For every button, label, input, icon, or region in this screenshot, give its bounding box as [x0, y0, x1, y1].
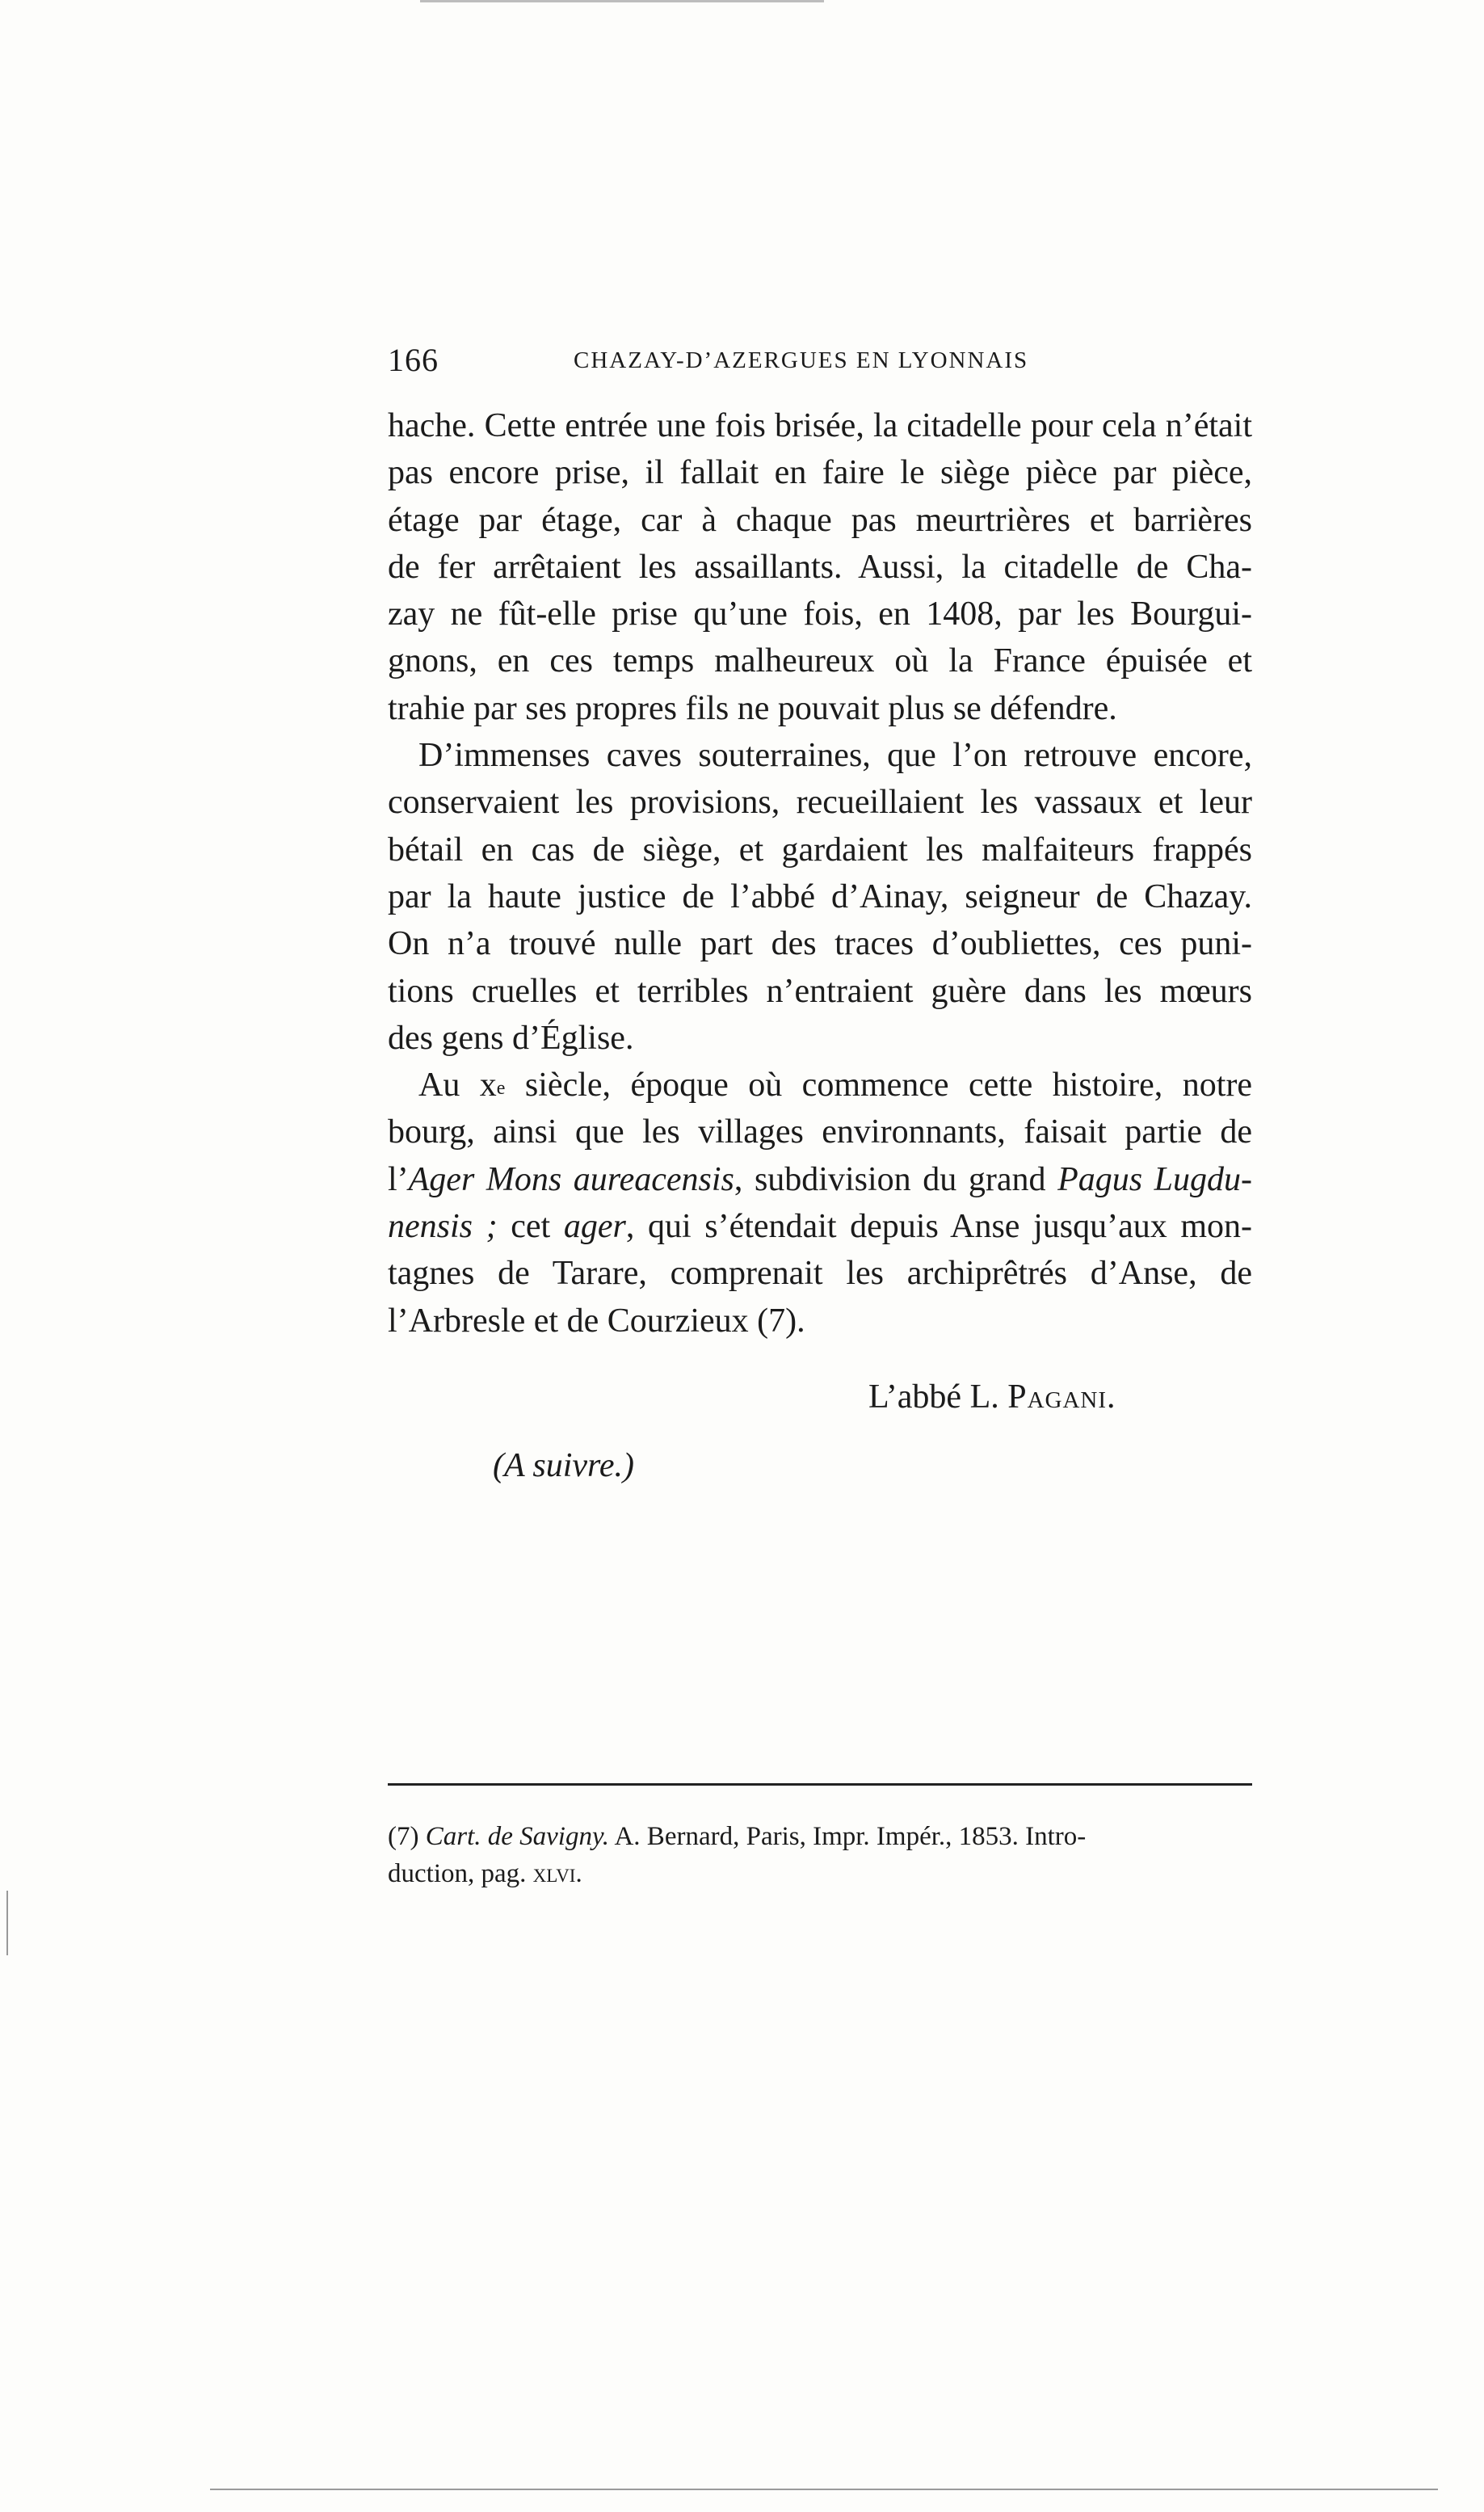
text-line: D’immenses caves souterraines, que l’on retrouve encore,	[418, 737, 1252, 775]
footnote-number: (7)	[388, 1822, 419, 1851]
text-line: conservaient les provisions, recueillaient les vassaux et leur	[388, 784, 1252, 822]
text-line: étage par étage, car à chaque pas meurtrières et barrières	[388, 501, 1252, 539]
text-line: nensis ; cet ager, qui s’étendait depuis Anse jusqu’aux mon-	[388, 1208, 1252, 1246]
author-signature: L’abbé L. Pagani.	[868, 1378, 1116, 1416]
text-line: de fer arrêtaient les assaillants. Aussi, la citadelle de Cha-	[388, 548, 1252, 586]
bottom-edge-rule	[210, 2489, 1438, 2490]
page-number: 166	[388, 342, 439, 378]
text-line: gnons, en ces temps malheureux où la France épuisée et	[388, 642, 1252, 680]
paragraph-3	[388, 1062, 1252, 1344]
text-line: trahie par ses propres fils ne pouvait plus se défendre.	[388, 689, 1117, 727]
paragraph-1	[388, 402, 1252, 732]
paragraph-2	[388, 732, 1252, 1062]
running-title: CHAZAY-D’AZERGUES EN LYONNAIS	[574, 347, 1029, 373]
text-line: tagnes de Tarare, comprenait les archiprêtrés d’Anse, de	[388, 1255, 1252, 1293]
text-line: par la haute justice de l’abbé d’Ainay, seigneur de Chazay.	[388, 877, 1252, 915]
scan-margin-mark	[6, 1891, 8, 1955]
to-be-continued: (A suivre.)	[493, 1447, 634, 1484]
footnote-source: Cart. de Savigny.	[425, 1822, 610, 1851]
text-line: On n’a trouvé nulle part des traces d’oubliettes, ces puni-	[388, 925, 1252, 963]
text-line: tions cruelles et terribles n’entraient guère dans les mœurs	[388, 972, 1252, 1010]
text-line: zay ne fût-elle prise qu’une fois, en 1408, par les Bourgui-	[388, 595, 1252, 633]
text-line: l’Ager Mons aureacensis, subdivision du grand Pagus Lugdu-	[388, 1160, 1252, 1198]
footnote: (7) Cart. de Savigny. A. Bernard, Paris, Impr. Impér., 1853. Intro- duction, pag. xlvi.	[388, 1822, 1087, 1888]
text-line: hache. Cette entrée une fois brisée, la citadelle pour cela n’était	[388, 407, 1252, 444]
text-line: des gens d’Église.	[388, 1019, 634, 1057]
text-line: Au $x^e$ siècle, époque où commence cette histoire, notre	[418, 1067, 1252, 1105]
text-line: bourg, ainsi que les villages environnants, faisait partie de	[388, 1113, 1252, 1151]
footnote-rule	[388, 1783, 1252, 1786]
text-line: l’Arbresle et de Courzieux (7).	[388, 1302, 805, 1340]
page-header	[388, 341, 1058, 389]
text-line: bétail en cas de siège, et gardaient les malfaiteurs frappés	[388, 831, 1252, 869]
body-text	[388, 402, 1252, 1344]
top-edge-rule	[420, 0, 824, 2]
text-line: pas encore prise, il fallait en faire le siège pièce par pièce,	[388, 454, 1252, 492]
